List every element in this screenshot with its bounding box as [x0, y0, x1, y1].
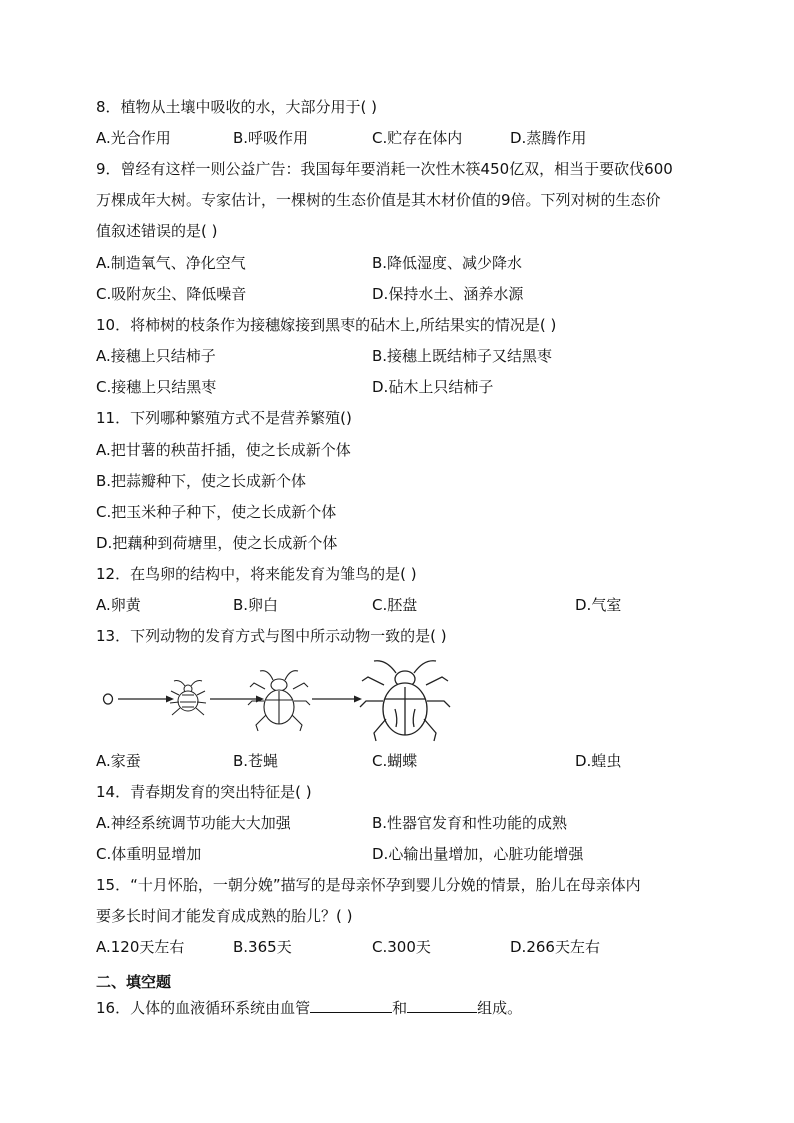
- answer-blank-1[interactable]: [310, 997, 392, 1013]
- question-8-options: [96, 128, 706, 148]
- question-9-options-row-2: [96, 284, 706, 304]
- option-d: D.266天左右: [510, 938, 600, 956]
- question-8-stem: 8．植物从土壤中吸收的水，大部分用于( ): [96, 98, 378, 116]
- question-11-stem: 11．下列哪种繁殖方式不是营养繁殖(): [96, 409, 352, 427]
- question-10-options-row-2: [96, 377, 706, 397]
- egg-icon: [104, 694, 113, 704]
- option-a: A.卵黄: [96, 596, 141, 614]
- nymph-large-icon: [248, 671, 310, 731]
- option-a: A.光合作用: [96, 129, 171, 147]
- answer-blank-2[interactable]: [407, 997, 477, 1013]
- question-11-option-c: C.把玉米种子种下，使之长成新个体: [96, 503, 337, 521]
- option-b: B.卵白: [233, 596, 279, 614]
- question-14-options-row-1: [96, 813, 706, 833]
- option-c: C.胚盘: [372, 596, 418, 614]
- question-11-option-d: D.把藕种到荷塘里，使之长成新个体: [96, 534, 338, 552]
- question-14-stem: 14．青春期发育的突出特征是( ): [96, 783, 312, 801]
- option-d: D.气室: [575, 596, 622, 614]
- question-13-options: [96, 751, 706, 771]
- section-heading-fill-in: 二、填空题: [96, 973, 172, 991]
- question-16-text-1: 16．人体的血液循环系统由血管: [96, 999, 311, 1017]
- question-15-stem-line-1: 15．“十月怀胎，一朝分娩”描写的是母亲怀孕到婴儿分娩的情景，胎儿在母亲体内: [96, 876, 641, 894]
- option-a: A.制造氧气、净化空气: [96, 254, 246, 272]
- option-c: C.接穗上只结黑枣: [96, 378, 217, 396]
- question-16-text-2: 和: [392, 999, 408, 1017]
- option-a: A.家蚕: [96, 752, 141, 770]
- option-c: C.300天: [372, 938, 431, 956]
- option-b: B.365天: [233, 938, 292, 956]
- question-12-stem: 12．在鸟卵的结构中，将来能发育为雏鸟的是( ): [96, 565, 417, 583]
- option-b: B.接穗上既结柿子又结黑枣: [372, 347, 553, 365]
- question-9-options-row-1: [96, 253, 706, 273]
- option-d: D.砧木上只结柿子: [372, 378, 494, 396]
- question-9-stem-line-3: 值叙述错误的是( ): [96, 222, 218, 240]
- adult-insect-icon: [360, 661, 450, 741]
- question-9-stem-line-2: 万棵成年大树。专家估计，一棵树的生态价值是其木材价值的9倍。下列对树的生态价: [96, 191, 661, 209]
- question-14-options-row-2: [96, 844, 706, 864]
- question-15-options: [96, 937, 706, 957]
- option-c: C.贮存在体内: [372, 129, 463, 147]
- option-b: B.降低湿度、减少降水: [372, 254, 523, 272]
- option-a: A.120天左右: [96, 938, 185, 956]
- insect-incomplete-metamorphosis-figure: [96, 655, 466, 745]
- nymph-small-icon: [170, 681, 206, 715]
- option-d: D.心输出量增加，心脏功能增强: [372, 845, 584, 863]
- question-15-stem-line-2: 要多长时间才能发育成成熟的胎儿？( ): [96, 907, 353, 925]
- option-d: D.保持水土、涵养水源: [372, 285, 524, 303]
- question-10-stem: 10．将柿树的枝条作为接穗嫁接到黑枣的砧木上,所结果实的情况是( ): [96, 316, 557, 334]
- arrow-icon: [118, 696, 174, 703]
- option-b: B.性器官发育和性功能的成熟: [372, 814, 568, 832]
- option-d: D.蝗虫: [575, 752, 622, 770]
- option-b: B.呼吸作用: [233, 129, 309, 147]
- question-11-option-a: A.把甘薯的秧苗扦插，使之长成新个体: [96, 441, 351, 459]
- option-d: D.蒸腾作用: [510, 129, 587, 147]
- question-16-text-3: 组成。: [477, 999, 523, 1017]
- option-c: C.蝴蝶: [372, 752, 418, 770]
- question-10-options-row-1: [96, 346, 706, 366]
- option-a: A.接穗上只结柿子: [96, 347, 216, 365]
- option-c: C.体重明显增加: [96, 845, 202, 863]
- option-c: C.吸附灰尘、降低噪音: [96, 285, 247, 303]
- question-9-stem-line-1: 9．曾经有这样一则公益广告：我国每年要消耗一次性木筷450亿双，相当于要砍伐600: [96, 160, 673, 178]
- option-b: B.苍蝇: [233, 752, 279, 770]
- option-a: A.神经系统调节功能大大加强: [96, 814, 291, 832]
- question-12-options: [96, 595, 706, 615]
- arrow-icon: [312, 696, 362, 703]
- question-16: [96, 997, 522, 1018]
- question-11-option-b: B.把蒜瓣种下，使之长成新个体: [96, 472, 307, 490]
- question-13-stem: 13．下列动物的发育方式与图中所示动物一致的是( ): [96, 627, 447, 645]
